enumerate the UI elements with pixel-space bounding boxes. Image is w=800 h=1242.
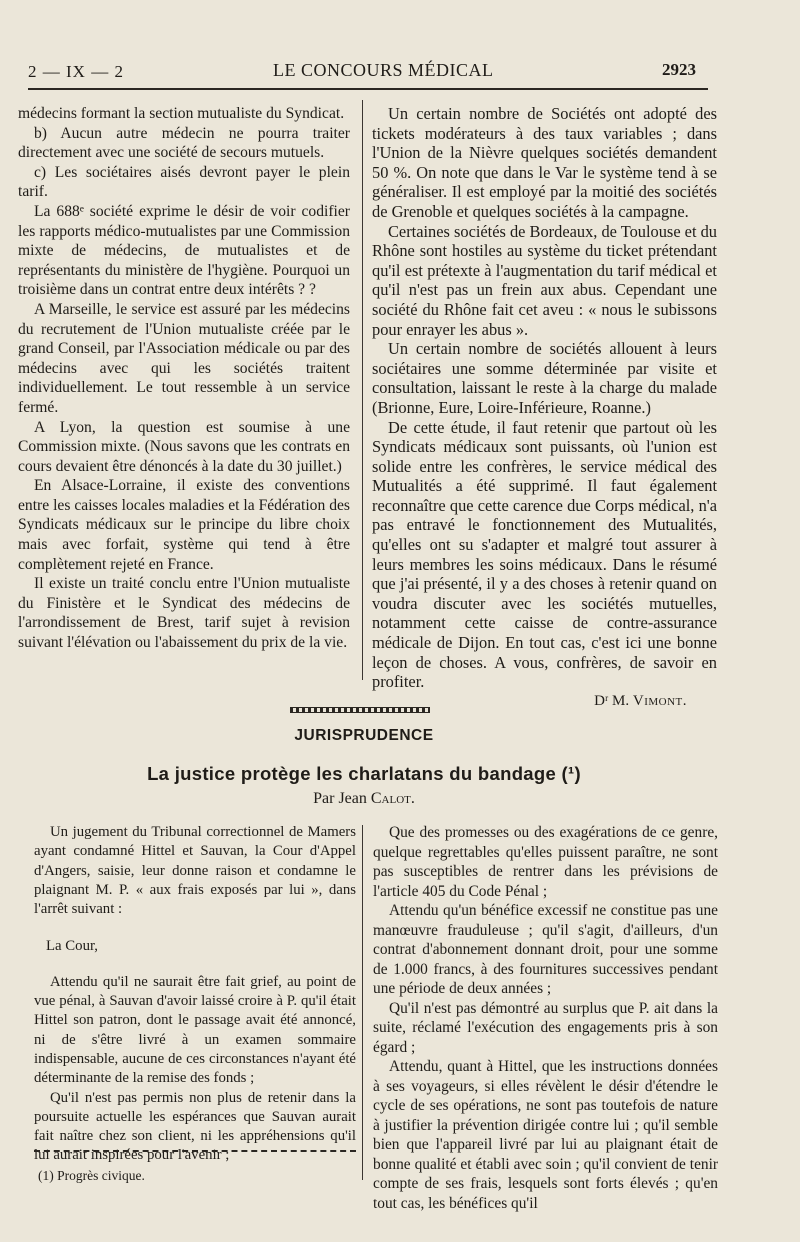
column-divider (362, 100, 363, 680)
paragraph: Que des promesses ou des exagérations de ce genre, quelque regrettables qu'elles puissent paraître, ne sont pas susceptibles de rentrer dans les prévisions de l'article 405 du Code Pénal ; (373, 824, 718, 900)
paragraph: Attendu, quant à Hittel, que les instructions données à ses voyageurs, si elles révèlent le désir d'étendre le cycle de ses opérations, ne sont pas toutefois de nature à justifier la prévention dirigée contre lui ; qu'il semble bien que l'appareil livré par lui au plaignant était de bonne qualité et établi avec soin ; qu'il convient de tenir compte de ses frais, lesquels sont forts élevés ; qu'en tout cas, les bénéfices qu'il (373, 1058, 718, 1212)
paragraph: Qu'il n'est pas permis non plus de retenir dans la poursuite actuelle les espérances que Sauvan aurait fait naître chez son client, ni les appréhensions qu'il lui aurait inspirées pour l'avenir ; (34, 1089, 356, 1164)
upper-left-column (18, 104, 350, 653)
article-title: La justice protège les charlatans du bandage (¹) (147, 763, 581, 784)
paragraph: Un certain nombre de Sociétés ont adopté des tickets modérateurs à des taux variables ; dans l'Union de la Nièvre quelques sociétés demandent 50 %. On note que dans le Var le système tend à se généraliser. Il est employé par la moitié des sociétés de Grenoble et quelques sociétés à la campagne. (372, 104, 717, 221)
paragraph: Attendu qu'il ne saurait être fait grief, au point de vue pénal, à Sauvan d'avoir laissé croire à P. qu'il était Hittel son patron, dont le passage avait été annoncé, ni de s'être livré à un examen sommaire indispensable, aucune de ces circonstances n'ayant été déterminante de la remise des fonds ; (34, 973, 356, 1087)
paragraph: b) Aucun autre médecin ne pourra traiter directement avec une société de secours mutuels. (18, 124, 350, 162)
byline (0, 790, 728, 808)
paragraph: Un jugement du Tribunal correctionnel de Mamers ayant condamné Hittel et Sauvan, la Cour d'Appel d'Angers, saisie, leur donne raison et condamne le plaignant M. P. « aux frais exposés par lui », dans l'arrêt suivant : (34, 824, 356, 918)
issue-date: 2 — IX — 2 (28, 62, 124, 81)
paragraph: Un certain nombre de sociétés allouent à leurs sociétaires une somme déterminée par visite et consultation, laissant le reste à la charge du malade (Brionne, Eure, Loire-Inférieure, Roanne.) (372, 339, 717, 417)
column-divider (362, 825, 363, 1180)
byline-prefix: Par Jean (313, 790, 367, 807)
signature-prefix: Dʳ M. (594, 692, 630, 709)
running-header (28, 60, 700, 84)
paragraph: Il existe un traité conclu entre l'Union mutualiste du Finistère et le Syndicat des médecins de l'arrondissement de Brest, tarif sujet à revision suivant l'élévation ou l'abaissement du prix de la vie. (18, 575, 350, 652)
lower-right-column (373, 823, 718, 1213)
header-rule (28, 88, 708, 90)
paragraph: A Marseille, le service est assuré par les médecins du recrutement de l'Union mutualiste créée par le grand Conseil, par l'Association médicale ou par des médecins avec qui les sociétés traitent individuellement. Le tout ressemble à un service fermé. (18, 300, 350, 416)
page-number: 2923 (662, 60, 696, 79)
paragraph: Attendu qu'un bénéfice excessif ne constitue pas une manœuvre frauduleuse ; qu'il s'agit, d'ailleurs, d'un contrat d'abonnement donnant droit, pour une somme de 1.000 francs, à des fournitures successives pendant une période de deux années ; (373, 902, 718, 997)
lower-left-column (34, 823, 356, 1166)
paragraph: En Alsace-Lorraine, il existe des conventions entre les caisses locales maladies et la Fédération des Syndicats médicaux sur le principe du libre choix mais avec forfait, système qui tend à être complètement rejeté en France. (18, 477, 350, 573)
paragraph: A Lyon, la question est soumise à une Commission mixte. (Nous savons que les contrats en cours devaient être dénoncés à la date du 30 juillet.) (18, 418, 350, 475)
paragraph: c) Les sociétaires aisés devront payer le plein tarif. (18, 163, 350, 201)
upper-right-column (372, 104, 717, 711)
paragraph: Qu'il n'est pas démontré au surplus que P. ait dans la suite, réclamé l'exécution des engagements pris à son égard ; (373, 999, 718, 1056)
section-title: JURISPRUDENCE (294, 727, 434, 744)
signature-name: Vimont. (632, 692, 687, 709)
footnote-rule (34, 1150, 356, 1152)
author-name: Calot. (370, 790, 415, 807)
paragraph: Certaines sociétés de Bordeaux, de Toulouse et du Rhône sont hostiles au système du ticket prétendant qu'il est prétexte à l'augmentation du tarif médical et qu'il n'est pas un frein aux abus. Cependant une société du Rhône fait cet aveu : « nous le subissons pour enrayer les abus ». (372, 221, 718, 339)
court-heading: La Cour, (46, 938, 99, 955)
paragraph: La 688ᵉ société exprime le désir de voir codifier les rapports médico-mutualistes par une Commission mixte de médecins, de mutualistes et de représentants du ministère de l'hygiène. Pourquoi un troisième dans un contrat entre deux intérêts ? ? (18, 202, 350, 299)
paragraph: De cette étude, il faut retenir que partout où les Syndicats médicaux sont puissants, où l'union est solide entre les confrères, le service médical des Mutualités a été supprimé. Il faut également reconnaître que cette carence due Corps médical, n'a pas entravé le fonctionnement des Mutualités, qu'elles ont su s'adapter et malgré tout assurer à leurs membres les soins médicaux. Dans le résumé que j'ai présenté, il y a des choses à retenir quand on voudra discuter avec les sociétés mutuelles, notamment cette caisse de contre-assurance médicale de Dijon. En tout cas, c'est ici une bonne leçon de choses. A vous, confrères, de savoir en profiter. (372, 417, 717, 692)
footnote: (1) Progrès civique. (38, 1168, 145, 1183)
journal-title: LE CONCOURS MÉDICAL (273, 60, 494, 80)
decorative-ornament (290, 707, 430, 713)
paragraph: médecins formant la section mutualiste du Syndicat. (18, 105, 345, 122)
